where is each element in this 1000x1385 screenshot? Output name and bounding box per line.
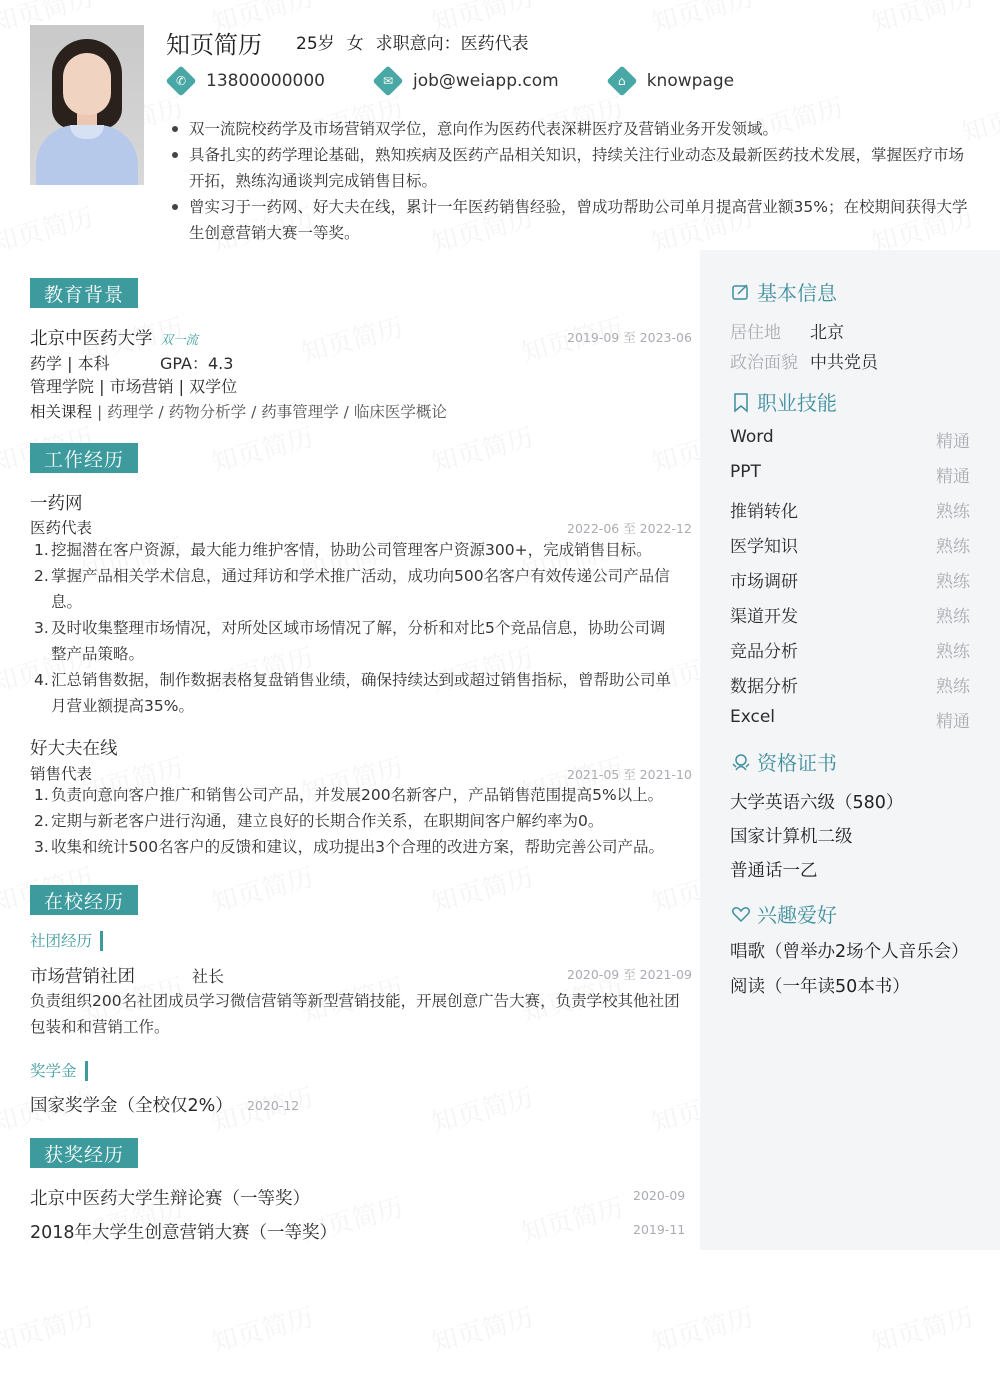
skill-row: [730, 637, 970, 662]
watermark: [207, 417, 317, 480]
skill-level: 熟练: [936, 537, 970, 557]
job-duties: [30, 782, 680, 860]
contact-link[interactable]: ⌂ knowpage: [607, 66, 734, 96]
club-name: 市场营销社团: [30, 967, 135, 987]
section-education-title: 教育背景: [30, 278, 138, 308]
duty-item: 1. 挖掘潜在客户资源，最大能力维护客情，协助公司管理客户资源300+，完成销售目标。: [34, 541, 652, 559]
award-date: 2020-09: [633, 1188, 686, 1203]
skill-level: 熟练: [936, 502, 970, 522]
watermark: [207, 857, 317, 920]
watermark: [427, 1077, 537, 1140]
skill-row: [730, 462, 970, 487]
edit-icon: [730, 281, 752, 303]
duty-item: 3. 及时收集整理市场情况，对所处区域市场情况了解，分析和对比5个竞品信息，协助公司调整产品策略。: [34, 619, 666, 663]
duty-item: 2. 定期与新老客户进行沟通，建立良好的长期合作关系，在职期间客户解约率为0。: [34, 812, 604, 830]
certificate-item: 普通话一乙: [730, 861, 818, 881]
link-icon: ⌂: [607, 66, 637, 96]
certificates-title: 资格证书: [730, 747, 837, 776]
skill-name: 竞品分析: [730, 642, 798, 662]
hobbies-title: 兴趣爱好: [730, 899, 837, 928]
watermark: [207, 1297, 317, 1360]
job-role: 销售代表: [30, 765, 93, 783]
education-date: 2019-09 至 2023-06: [567, 330, 692, 345]
skill-name: 推销转化: [730, 502, 798, 522]
job-date: 2021-05 至 2021-10: [567, 767, 692, 782]
basic-info-title: 基本信息: [730, 277, 837, 306]
summary-item: 具备扎实的药学理论基础，熟知疾病及医药产品相关知识，持续关注行业动态及最新医药技术发展，掌握医疗市场开拓，熟练沟通谈判完成销售目标。: [170, 142, 976, 194]
education-second-degree: 管理学院 | 市场营销 | 双学位: [30, 377, 238, 396]
duty-item: 2. 掌握产品相关学术信息，通过拜访和学术推广活动，成功向500名客户有效传递公司产品信息。: [34, 567, 670, 611]
hobby-item: 阅读（一年读50本书）: [730, 977, 910, 997]
watermark: [647, 0, 757, 40]
skill-row: [730, 497, 970, 522]
skill-level: 熟练: [936, 572, 970, 592]
duty-item: 1. 负责向意向客户推广和销售公司产品，并发展200名新客户，产品销售范围提高5%以上。: [34, 786, 664, 804]
certificate-item: 大学英语六级（580）: [730, 793, 904, 813]
summary-item: 双一流院校药学及市场营销双学位，意向作为医药代表深耕医疗及营销业务开发领域。: [170, 116, 976, 142]
award-name: 2018年大学生创意营销大赛（一等奖）: [30, 1223, 338, 1243]
watermark: [867, 0, 977, 40]
age: 25岁: [296, 34, 335, 54]
skill-row: [730, 427, 970, 452]
page-title: 知页简历: [166, 31, 262, 59]
school-name: 北京中医药大学 双一流: [30, 329, 199, 349]
skills-title: 职业技能: [730, 387, 837, 416]
skill-row: [730, 672, 970, 697]
job-intent: 求职意向：医药代表: [375, 34, 529, 54]
watermark: [297, 307, 407, 370]
email-icon: ✉: [373, 66, 403, 96]
watermark: [867, 1297, 977, 1360]
club-description: 负责组织200名社团成员学习微信营销等新型营销技能，开展创意广告大赛，负责学校其他社团包装和和营销工作。: [30, 992, 680, 1036]
job-company: 一药网: [30, 494, 83, 514]
skill-row: [730, 602, 970, 627]
watermark: [427, 417, 537, 480]
certificate-icon: [730, 751, 752, 773]
education-major: 药学 | 本科: [30, 354, 110, 373]
duty-item: 4. 汇总销售数据，制作数据表格复盘销售业绩，确保持续达到或超过销售指标，曾帮助公司单月营业额提高35%。: [34, 671, 672, 715]
skill-name: PPT: [730, 462, 761, 482]
job-duties: [30, 537, 680, 719]
watermark: [0, 197, 97, 260]
watermark: [427, 857, 537, 920]
section-campus-title: 在校经历: [30, 885, 138, 915]
watermark: [427, 1297, 537, 1360]
skill-row: [730, 532, 970, 557]
scholarship-date: 2020-12: [247, 1098, 300, 1113]
skill-level: 精通: [936, 712, 970, 732]
education-courses: 相关课程 | 药理学 / 药物分析学 / 药事管理学 / 临床医学概论: [30, 403, 447, 421]
watermark: [0, 1297, 97, 1360]
skill-name: 渠道开发: [730, 607, 798, 627]
bookmark-icon: [730, 391, 752, 413]
section-awards-title: 获奖经历: [30, 1138, 138, 1168]
contact-bar: [166, 66, 782, 96]
education-gpa: GPA：4.3: [160, 354, 234, 373]
award-name: 北京中医药大学生辩论赛（一等奖）: [30, 1189, 310, 1209]
duty-item: 3. 收集和统计500名客户的反馈和建议，成功提出3个合理的改进方案，帮助完善公司产品。: [34, 838, 664, 856]
skill-name: 数据分析: [730, 677, 798, 697]
certificate-item: 国家计算机二级: [730, 827, 853, 847]
hobby-item: 唱歌（曾举办2场个人音乐会）: [730, 942, 969, 962]
avatar: [30, 25, 144, 185]
watermark: [517, 1187, 627, 1250]
skill-level: 熟练: [936, 642, 970, 662]
scholarship-name: 国家奖学金（全校仅2%）: [30, 1096, 233, 1116]
info-political: 政治面貌 中共党员: [730, 353, 878, 373]
summary-list: [170, 116, 976, 246]
skill-name: 医学知识: [730, 537, 798, 557]
contact-phone[interactable]: ✆ 13800000000: [166, 66, 325, 96]
skill-name: Word: [730, 427, 774, 447]
skill-row: [730, 707, 970, 732]
job-role: 医药代表: [30, 519, 93, 537]
job-date: 2022-06 至 2022-12: [567, 521, 692, 536]
skill-level: 精通: [936, 432, 970, 452]
gender: 女: [346, 34, 364, 54]
school-badge: 双一流: [160, 332, 199, 347]
section-work-title: 工作经历: [30, 443, 138, 473]
skill-name: Excel: [730, 707, 776, 727]
contact-email[interactable]: ✉ job@weiapp.com: [373, 66, 559, 96]
summary-item: 曾实习于一药网、好大夫在线，累计一年医药销售经验，曾成功帮助公司单月提高营业额35%；在校期间获得大学生创意营销大赛一等奖。: [170, 194, 976, 246]
skill-level: 精通: [936, 467, 970, 487]
watermark: [647, 1297, 757, 1360]
phone-icon: ✆: [166, 66, 196, 96]
skill-level: 熟练: [936, 677, 970, 697]
basic-meta: [296, 29, 529, 54]
job-company: 好大夫在线: [30, 739, 118, 759]
skill-row: [730, 567, 970, 592]
club-date: 2020-09 至 2021-09: [567, 967, 692, 982]
skill-name: 市场调研: [730, 572, 798, 592]
info-residence: 居住地 北京: [730, 323, 844, 343]
heart-icon: [730, 903, 752, 925]
scholarship-subtitle: 奖学金: [30, 1061, 88, 1081]
skill-level: 熟练: [936, 607, 970, 627]
club-subtitle: 社团经历: [30, 931, 103, 951]
club-role: 社长: [192, 967, 225, 986]
award-date: 2019-11: [633, 1222, 686, 1237]
